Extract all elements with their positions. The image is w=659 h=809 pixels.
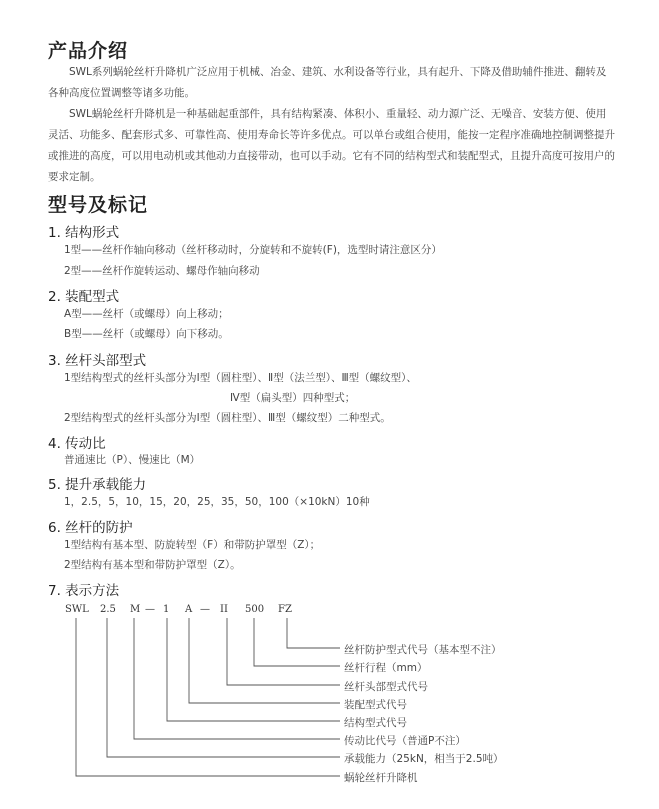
legend-structure: 结构型式代号: [344, 717, 407, 729]
legend-ratio: 传动比代号（普通P不注）: [344, 735, 466, 747]
section-ratio-title: 4. 传动比: [48, 436, 106, 452]
section-screw-head-title: 3. 丝杆头部型式: [48, 353, 147, 369]
code-head: II: [220, 604, 228, 615]
intro-title: 产品介绍: [48, 40, 129, 62]
code-ratio: M: [130, 604, 141, 615]
code-stroke: 500: [245, 604, 265, 615]
protection-line-1: 1型结构有基本型、防旋转型（F）和带防护罩型（Z）；: [64, 539, 321, 551]
code-swl: SWL: [65, 604, 89, 615]
section-protection-title: 6. 丝杆的防护: [48, 520, 133, 536]
ratio-line-1: 普通速比（P）、慢速比（M）: [64, 454, 201, 466]
section-assembly-title: 2. 装配型式: [48, 289, 120, 305]
legend-stroke: 丝杆行程（mm）: [344, 662, 428, 674]
code-assembly: A: [185, 604, 193, 615]
legend-protection: 丝杆防护型式代号（基本型不注）: [344, 644, 502, 656]
code-capacity: 2.5: [100, 604, 116, 615]
assembly-line-1: A型——丝杆（或螺母）向上移动；: [64, 308, 229, 320]
screw-head-line-3: 2型结构型式的丝杆头部分为Ⅰ型（圆柱型）、Ⅲ型（螺纹型）二种型式。: [64, 412, 391, 424]
section-structure-title: 1. 结构形式: [48, 225, 120, 241]
code-structure: 1: [163, 604, 170, 615]
protection-line-2: 2型结构有基本型和带防护罩型（Z）。: [64, 559, 241, 571]
model-title: 型号及标记: [48, 194, 149, 216]
intro-paragraph-1: SWL系列蜗轮丝杆升降机广泛应用于机械、冶金、建筑、水利设备等行业，具有起升、下降及借助辅件推进、翻转及各种高度位置调整等诸多功能。: [48, 66, 607, 99]
legend-product: 蜗轮丝杆升降机: [344, 772, 418, 784]
section-notation-title: 7. 表示方法: [48, 583, 120, 599]
structure-line-1: 1型——丝杆作轴向移动（丝杆移动时，分旋转和不旋转(F)，选型时请注意区分）: [64, 244, 442, 256]
legend-capacity: 承载能力（25kN，相当于2.5吨）: [344, 753, 504, 765]
assembly-line-2: B型——丝杆（或螺母）向下移动。: [64, 328, 229, 340]
screw-head-line-1: 1型结构型式的丝杆头部分为Ⅰ型（圆柱型）、Ⅱ型（法兰型）、Ⅲ型（螺纹型）、: [64, 372, 417, 384]
code-protection: FZ: [278, 604, 292, 615]
section-capacity-title: 5. 提升承载能力: [48, 477, 147, 493]
legend-assembly: 装配型式代号: [344, 699, 407, 711]
legend-head: 丝杆头部型式代号: [344, 681, 428, 693]
code-dash-1: —: [145, 604, 155, 615]
structure-line-2: 2型——丝杆作旋转运动、螺母作轴向移动: [64, 265, 260, 277]
capacity-line-1: 1，2.5，5，10，15，20，25，35，50，100（×10kN）10种: [64, 496, 370, 508]
intro-paragraph-2: SWL蜗轮丝杆升降机是一种基础起重部件，具有结构紧凑、体积小、重量轻、动力源广泛、无噪音、安装方便、使用灵活、功能多、配套形式多、可靠性高、使用寿命长等许多优点。可以单台或组合使用，能按一定程序准确地控制调整提升或推进的高度，可以用电动机或其他动力直接带动，也可以手动。它有不同的结构型式和装配型式，且提升高度可按用户的要求定制。: [48, 108, 615, 183]
code-dash-2: —: [200, 604, 210, 615]
screw-head-line-2: Ⅳ型（扁头型）四种型式；: [230, 392, 356, 404]
